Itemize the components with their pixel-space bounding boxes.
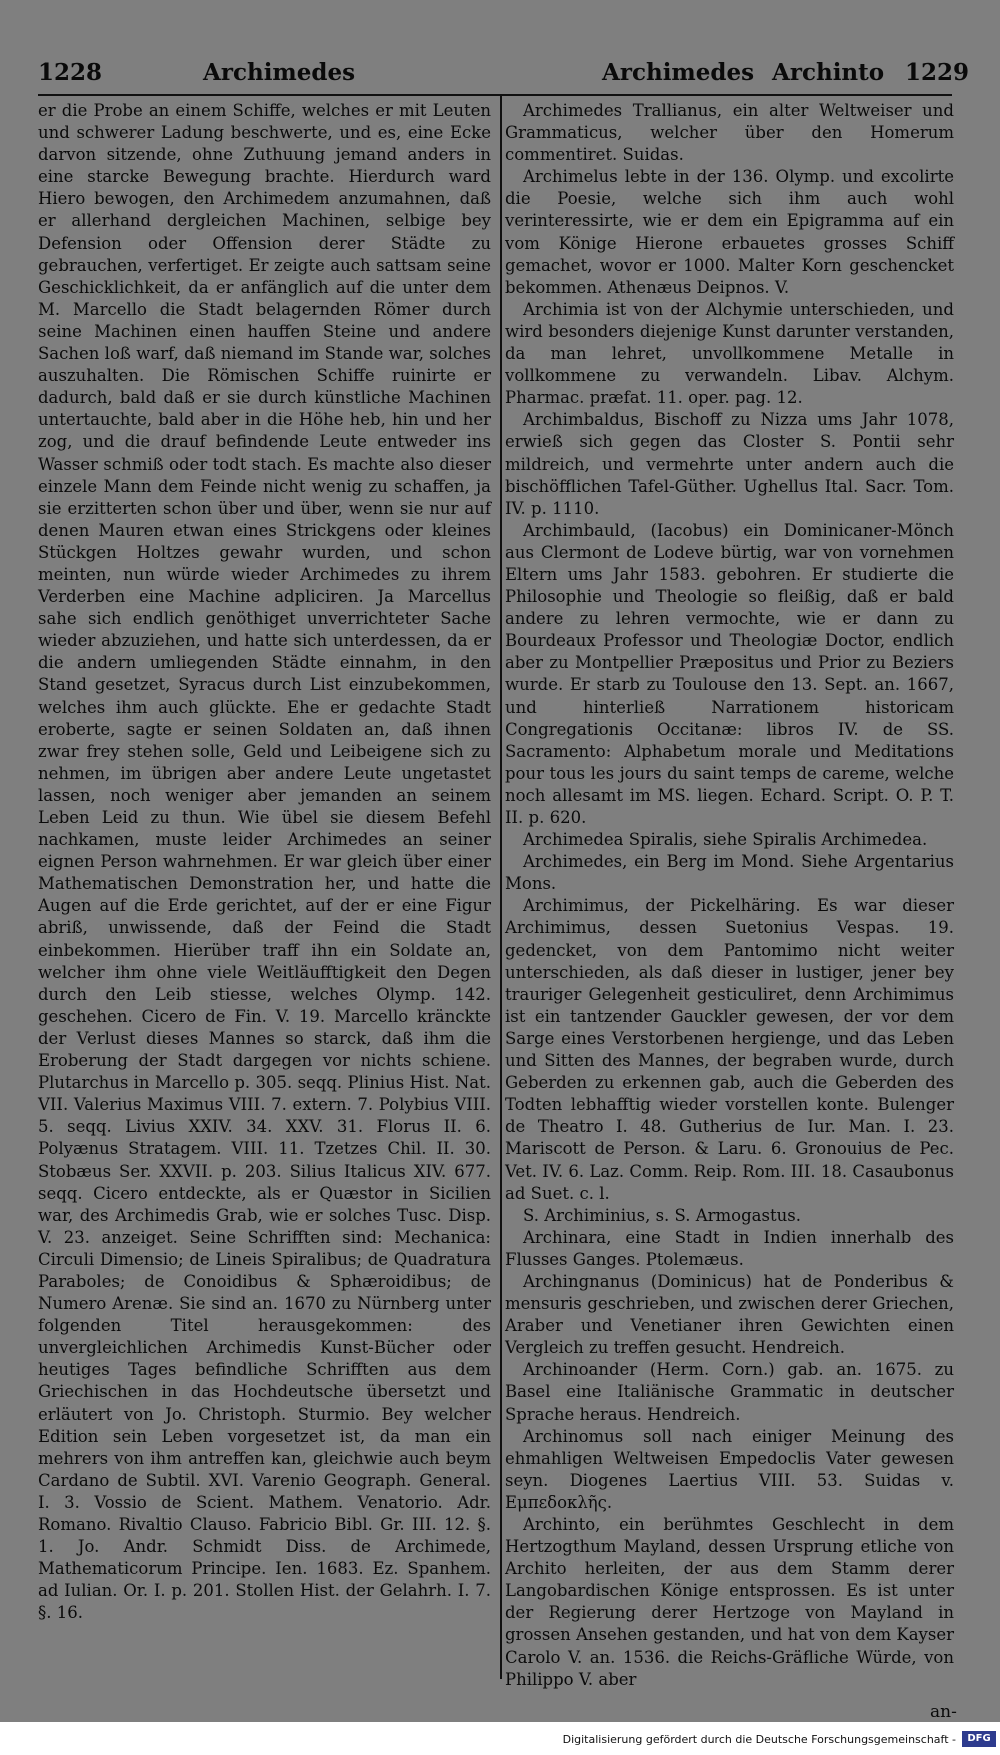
footer-bar xyxy=(0,1722,1000,1755)
funding-credit: Digitalisierung gefördert durch die Deutsche Forschungsgemeinschaft - xyxy=(562,1733,956,1746)
page-number-right: 1229 xyxy=(905,59,970,86)
page-header xyxy=(0,0,1000,92)
right-column xyxy=(505,100,954,1689)
entry-archimbauld: Archimbauld, (Iacobus) ein Dominicaner-Mönch aus Clermont de Lodeve bürtig, war von vornehmen Eltern ums Jahr 1583. gebohren. Er studierte die Philosophie und Theologie so fleißig, daß er bald andere zu lehren vermochte, wie er dann zu Bourdeaux Professor und Theologiæ Doctor, endlich aber zu Montpellier Præpositus und Prior zu Beziers wurde. Er starb zu Toulouse den 13. Sept. an. 1667, und hinterließ Narrationem historicam Congregationis Occitanæ: libros IV. de SS. Sacramento: Alphabetum morale und Meditations pour tous les jours du saint temps de careme, welche noch allesamt im MS. liegen. Echard. Script. O. P. T. II. p. 620. xyxy=(505,520,954,827)
dfg-logo: DFG xyxy=(962,1731,996,1747)
entry-archimia: Archimia ist von der Alchymie unterschieden, und wird besonders diejenige Kunst darunter verstanden, da man lehret, unvollkommene Metalle in vollkommene zu verwandeln. Libav. Alchym. Pharmac. præfat. 11. oper. pag. 12. xyxy=(505,299,954,408)
entry-archimedes-berg: Archimedes, ein Berg im Mond. Siehe Argentarius Mons. xyxy=(505,852,954,894)
entry-archiminius: S. Archiminius, s. S. Armogastus. xyxy=(523,1205,801,1225)
entry-archinomus: Archinomus soll nach einiger Meinung des ehmahligen Weltweisen Empedoclis Vater gewesen seyn. Diogenes Laertius VIII. 53. Suidas v. Εμπεδοκλῆς. xyxy=(505,1426,954,1512)
header-rule xyxy=(38,94,952,96)
column-divider xyxy=(500,94,502,1679)
entry-archingnanus: Archingnanus (Dominicus) hat de Ponderibus & mensuris geschrieben, und zwischen derer Griechen, Araber und Venetianer ihren Gewichten einen Vergleich zu treffen gesucht. Hendreich. xyxy=(505,1271,954,1358)
entry-archimelus: Archimelus lebte in der 136. Olymp. und excolirte die Poesie, welche sich ihm auch wohl verinteressirte, wie er dem ein Epigramma auf ein vom Könige Hierone erbauetes grosses Schiff gemachet, wovor er 1000. Malter Korn geschencket bekommen. Athenæus Deipnos. V. xyxy=(505,167,954,297)
entry-archimedes-trallianus: Archimedes Trallianus, ein alter Weltweiser und Grammaticus, welcher über den Homerum commentiret. Suidas. xyxy=(505,101,954,165)
entry-archimedea-spiralis: Archimedea Spiralis, siehe Spiralis Archimedea. xyxy=(523,830,928,850)
running-title-right-first: Archimedes xyxy=(602,59,755,86)
entry-archinoander: Archinoander (Herm. Corn.) gab. an. 1675. zu Basel eine Italiänische Grammatic in deutscher Sprache heraus. Hendreich. xyxy=(505,1360,954,1424)
entry-archimbaldus: Archimbaldus, Bischoff zu Nizza ums Jahr 1078, erwieß sich gegen das Closter S. Pontii sehr mildreich, und vermehrte unter andern auch die bischöfflichen Tafel-Güther. Ughellus Ital. Sacr. Tom. IV. p. 1110. xyxy=(505,410,954,518)
catchword: an- xyxy=(930,1702,957,1722)
left-column xyxy=(38,100,491,1670)
running-title-right-last: Archinto xyxy=(772,59,885,86)
entry-archimedes-continued: er die Probe an einem Schiffe, welches er mit Leuten und schwerer Ladung beschwerte, und es, eine Ecke darvon sitzende, ohne Zuthuung jemand anders in eine starcke Bewegung brachte. Hierdurch ward Hiero bewogen, den Archimedem anzumahnen, daß er allerhand dergleichen Machinen, selbige bey Defension oder Offension derer Städte zu gebrauchen, verfertiget. Er zeigte auch sattsam seine Geschicklichkeit, da er anfänglich auf die unter dem M. Marcello die Stadt belagernden Römer durch seine Machinen einen hauffen Steine und andere Sachen loß warf, daß niemand im Stande war, solches auszuhalten. Die Römischen Schiffe ruinirte er dadurch, bald daß er sie durch künstliche Machinen untertauchte, bald aber in die Höhe heb, hin und her zog, und die drauf befindende Leute entweder ins Wasser schmiß oder todt stach. Es machte also dieser einzele Mann dem Feinde nicht wenig zu schaffen, ja sie erzitterten schon über und über, wenn sie nur auf denen Mauren etwan eines Strickgens oder kleines Stückgen Holtzes gewahr wurden, und schon meinten, nun würde wieder Archimedes zu ihrem Verderben eine Machine adpliciren. Ja Marcellus sahe sich endlich genöthiget unverrichteter Sache wieder abzuziehen, und hatte sich unterdessen, da er die andern umliegenden Städte einnahm, in den Stand gesetzet, Syracus durch List einzubekommen, welches ihm auch glückte. Ehe er gedachte Stadt eroberte, sagte er seinen Soldaten an, daß ihnen zwar frey stehen solle, Geld und Leibeigene sich zu nehmen, im übrigen aber andere Leute ungetastet lassen, noch weniger aber jemanden an seinem Leben Leid zu thun. Wie übel sie diesem Befehl nachkamen, muste leider Archimedes an seiner eignen Person wahrnehmen. Er war gleich über einer Mathematischen Demonstration her, und hatte die Augen auf die Erde gerichtet, auf der er eine Figur abriß, unwissende, daß der Feind die Stadt einbekommen. Hierüber traff ihn ein Soldate an, welcher ihm ohne viele Weitläufftigkeit den Degen durch den Leib stiesse, welches Olymp. 142. geschehen. Cicero de Fin. V. 19. Marcello kränckte der Verlust dieses Mannes so starck, daß ihm die Eroberung der Stadt dargegen vor nichts schiene. Plutarchus in Marcello p. 305. seqq. Plinius Hist. Nat. VII. Valerius Maximus VIII. 7. extern. 7. Polybius VIII. 5. seqq. Livius XXIV. 34. XXV. 31. Florus II. 6. Polyænus Stratagem. VIII. 11. Tzetzes Chil. II. 30. Stobæus Ser. XXVII. p. 203. Silius Italicus XIV. 677. seqq. Cicero entdeckte, als er Quæstor in Sicilien war, des Archimedis Grab, wie er solches Tusc. Disp. V. 23. anzeiget. Seine Schrifften sind: Mechanica: Circuli Dimensio; de Lineis Spiralibus; de Quadratura Paraboles; de Conoidibus & Sphæroidibus; de Numero Arenæ. Sie sind an. 1670 zu Nürnberg unter folgenden Titel herausgekommen: des unvergleichlichen Archimedis Kunst-Bücher oder heutiges Tages befindliche Schrifften aus dem Griechischen in das Hochdeutsche übersetzt und erläutert von Jo. Christoph. Sturmio. Bey welcher Edition sein Leben vorgesetzet ist, da man ein mehrers von ihm antreffen kan, gleichwie auch beym Cardano de Subtil. XVI. Varenio Geograph. General. I. 3. Vossio de Scient. Mathem. Venatorio. Adr. Romano. Rivaltio Clauso. Fabricio Bibl. Gr. III. 12. §. 1. Jo. Andr. Schmidt Diss. de Archimede, Mathematicorum Principe. Ien. 1683. Ez. Spanhem. ad Iulian. Or. I. p. 201. Stollen Hist. der Gelahrh. I. 7. §. 16. xyxy=(38,101,491,1623)
page-number-left: 1228 xyxy=(38,59,103,86)
entry-archimimus: Archimimus, der Pickelhäring. Es war dieser Archimimus, dessen Suetonius Vespas. 19. gedencket, von dem Pantomimo nicht weiter unterschieden, als daß dieser in lustiger, jener bey trauriger Gelegenheit gesticuliret, denn Archimimus ist ein tantzender Gauckler gewesen, der vor dem Sarge eines Verstorbenen hergienge, und das Leben und Sitten des Mannes, der begraben wurde, durch Geberden zu erkennen gab, auch die Geberden des Todten lebhafftig wieder vorstellen konte. Bulenger de Theatro I. 48. Gutherius de Iur. Man. I. 23. Mariscott de Person. & Laru. 6. Gronouius de Pec. Vet. IV. 6. Laz. Comm. Reip. Rom. III. 18. Casaubonus ad Suet. c. l. xyxy=(505,896,954,1203)
entry-archinto: Archinto, ein berühmtes Geschlecht in dem Hertzogthum Mayland, dessen Ursprung etliche von Archito herleiten, der aus dem Stamm derer Langobardischen Könige entsprossen. Es ist unter der Regierung derer Hertzoge von Mayland in grossen Ansehen gestanden, und hat von dem Kayser Carolo V. an. 1536. die Reichs-Gräfliche Würde, von Philippo V. aber xyxy=(505,1515,954,1689)
running-title-left: Archimedes xyxy=(203,59,356,86)
entry-archinara: Archinara, eine Stadt in Indien innerhalb des Flusses Ganges. Ptolemæus. xyxy=(505,1227,954,1269)
